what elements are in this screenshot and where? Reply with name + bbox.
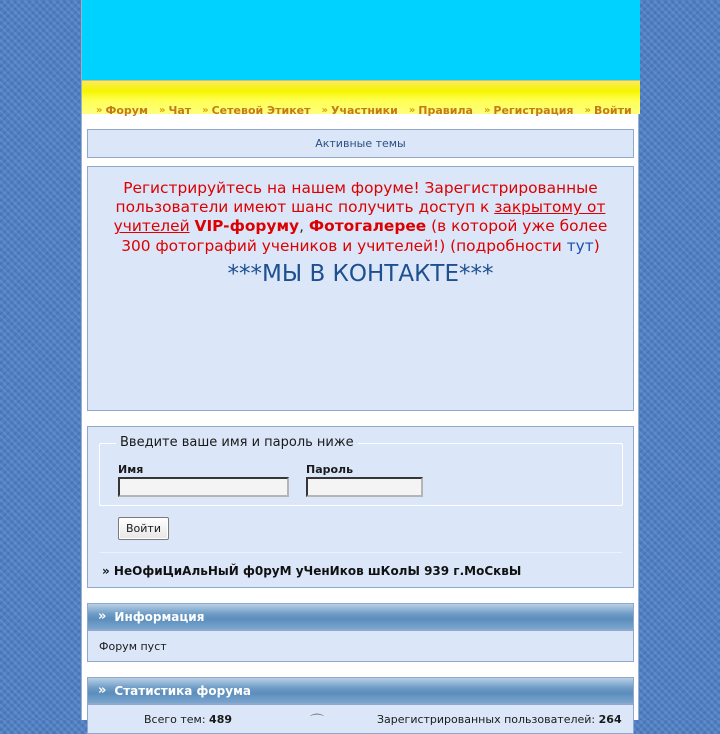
announcement-part1: Регистрируйтесь на нашем форуме! Зарегистрированные пользователи имеют шанс получить доступ к bbox=[115, 179, 598, 217]
photo-gallery-text: Фотогалерее bbox=[308, 217, 427, 236]
announcement-part2: (в которой уже более 300 фотографий учеников и учителей!) (подробности bbox=[121, 217, 608, 255]
total-topics-value: 489 bbox=[209, 713, 233, 726]
double-chevron-icon: » bbox=[98, 609, 107, 624]
nav-item-label: Регистрация bbox=[493, 104, 574, 117]
divider bbox=[100, 552, 622, 553]
info-text: Форум пуст bbox=[99, 640, 167, 653]
nav-item-label: Чат bbox=[168, 104, 192, 117]
double-chevron-icon: » bbox=[584, 105, 591, 116]
nav-item-label: Участники bbox=[330, 104, 398, 117]
double-chevron-icon: » bbox=[202, 105, 209, 116]
login-fieldset bbox=[99, 435, 623, 506]
nav-item-rules[interactable] bbox=[409, 104, 473, 117]
registered-users-value: 264 bbox=[598, 713, 622, 726]
info-section-header bbox=[87, 603, 634, 630]
nav-item-netiquette[interactable] bbox=[202, 104, 310, 117]
header-banner bbox=[82, 0, 640, 80]
nav-item-label: Сетевой Этикет bbox=[211, 104, 311, 117]
nav-item-login[interactable] bbox=[585, 104, 632, 117]
login-box bbox=[87, 426, 634, 588]
info-section-title: Информация bbox=[114, 609, 205, 624]
nav-bar bbox=[82, 80, 640, 117]
info-section-body bbox=[87, 630, 634, 662]
stats-icon: ⌒ bbox=[310, 714, 324, 730]
double-chevron-icon: » bbox=[96, 105, 103, 116]
stats-section-body bbox=[87, 704, 634, 734]
announcement-box bbox=[87, 166, 634, 411]
nav-item-forum[interactable] bbox=[96, 104, 148, 117]
forum-page bbox=[81, 0, 639, 730]
double-chevron-icon: » bbox=[158, 105, 166, 116]
double-chevron-icon: » bbox=[321, 105, 328, 116]
nav-item-members[interactable] bbox=[322, 104, 398, 117]
announcement-comma: , bbox=[299, 217, 309, 236]
active-topics-link[interactable] bbox=[87, 129, 634, 158]
double-chevron-icon: » bbox=[98, 683, 107, 698]
vk-heading: ***МЫ В КОНТАКТЕ*** bbox=[227, 260, 494, 287]
double-chevron-icon: » bbox=[408, 105, 416, 116]
login-button[interactable]: Войти bbox=[118, 517, 169, 540]
username-input[interactable] bbox=[118, 477, 289, 497]
total-topics-stat bbox=[144, 713, 232, 726]
nav-item-label: Форум bbox=[105, 104, 148, 117]
nav-item-register[interactable] bbox=[484, 104, 574, 117]
details-link[interactable]: тут bbox=[566, 236, 594, 255]
password-label: Пароль bbox=[306, 463, 354, 476]
closed-section-link[interactable]: закрытому от учителей bbox=[113, 198, 606, 236]
registered-users-label: Зарегистрированных пользователей: bbox=[377, 713, 599, 726]
password-input[interactable] bbox=[306, 477, 423, 497]
stats-section-header bbox=[87, 677, 634, 704]
nav-item-label: Правила bbox=[418, 104, 473, 117]
active-topics-label: Активные темы bbox=[315, 137, 406, 150]
username-label: Имя bbox=[118, 463, 144, 476]
announcement-part3: ) bbox=[593, 236, 600, 255]
nav-item-label: Войти bbox=[593, 104, 632, 117]
vip-forum-text: VIP-форуму bbox=[194, 217, 300, 236]
total-topics-label: Всего тем: bbox=[144, 713, 210, 726]
nav-menu bbox=[96, 104, 632, 117]
double-chevron-icon: » bbox=[483, 105, 491, 116]
stats-section-title: Статистика форума bbox=[114, 683, 251, 698]
forum-home-link[interactable]: » НеОфиЦиАльНыЙ ф0руМ уЧенИков шКолЫ 939 г.МоСквЫ bbox=[102, 564, 522, 578]
nav-item-chat[interactable] bbox=[159, 104, 191, 117]
announcement-text bbox=[102, 179, 619, 256]
login-legend: Введите ваше имя и пароль ниже bbox=[116, 435, 358, 450]
registered-users-stat bbox=[377, 713, 622, 726]
